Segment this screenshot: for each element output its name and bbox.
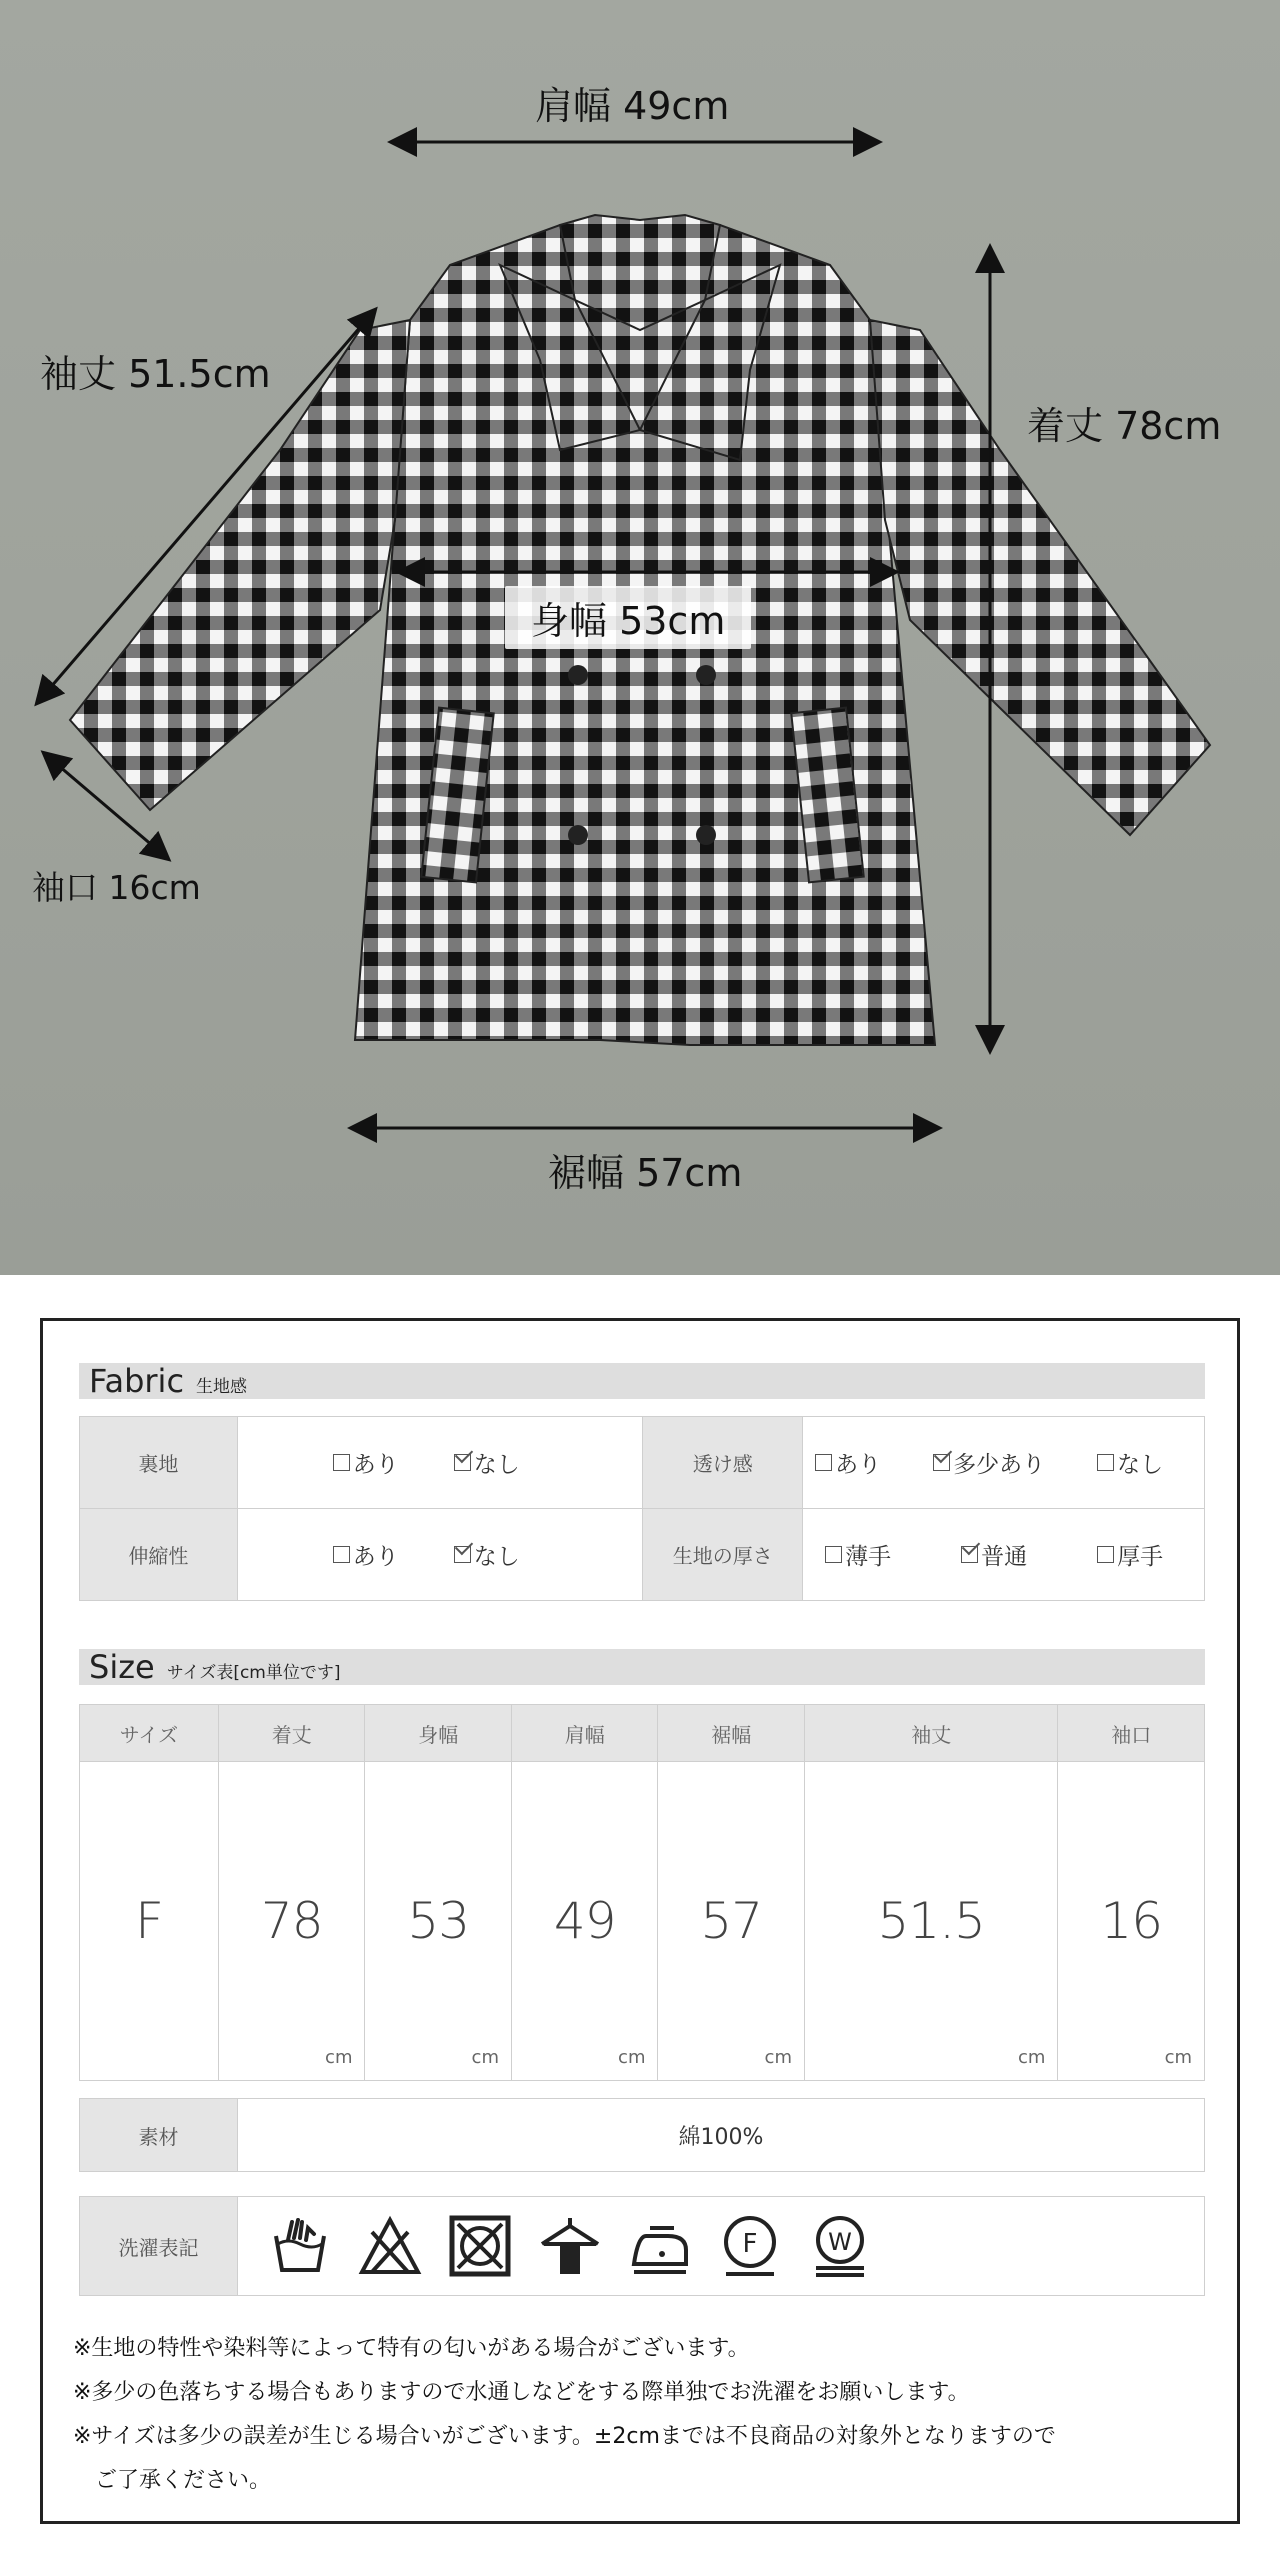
shoulder-value: 49 cm — [511, 1762, 658, 2081]
option-ari: あり — [333, 1446, 399, 1479]
spec-sheet — [40, 1318, 1240, 2524]
col-size: サイズ — [80, 1705, 219, 1762]
unit-label: cm — [1164, 2047, 1192, 2068]
unit-label: cm — [618, 2047, 646, 2068]
thickness-label: 生地の厚さ — [643, 1509, 803, 1601]
col-cuff: 袖口 — [1058, 1705, 1205, 1762]
low-iron-icon — [628, 2214, 692, 2278]
wet-clean-w-icon — [808, 2214, 872, 2278]
col-sleeve: 袖丈 — [804, 1705, 1057, 1762]
checkbox-icon — [333, 1546, 350, 1563]
fabric-table — [79, 1416, 1205, 1601]
stretch-options — [237, 1509, 643, 1601]
size-row — [80, 1762, 1205, 2081]
option-ari: あり — [333, 1538, 399, 1571]
checkbox-icon — [333, 1454, 350, 1471]
fabric-row — [80, 1509, 1205, 1601]
hem-width-label: 裾幅 57cm — [548, 1151, 743, 1195]
checkbox-icon — [1097, 1454, 1114, 1471]
checkbox-icon — [815, 1454, 832, 1471]
col-chest: 身幅 — [365, 1705, 512, 1762]
checkbox-icon — [1097, 1546, 1114, 1563]
fabric-section-header — [79, 1363, 1205, 1399]
size-subtitle: サイズ表[cm単位です] — [166, 1662, 341, 1683]
sleeve-value: 51.5 cm — [804, 1762, 1057, 2081]
sleeve-length-label: 袖丈 51.5cm — [40, 352, 271, 396]
chest-width-label: 身幅 53cm — [505, 586, 751, 649]
option-nashi: なし — [454, 1446, 520, 1479]
sheerness-label: 透け感 — [643, 1417, 803, 1509]
care-label: 洗濯表記 — [80, 2197, 238, 2296]
checked-box-icon — [454, 1454, 471, 1471]
note-line: ※多少の色落ちする場合もありますので水通しなどをする際単独でお洗濯をお願いします。 — [73, 2380, 970, 2405]
option-normal: 普通 — [961, 1538, 1027, 1571]
cuff-value: 16 cm — [1058, 1762, 1205, 2081]
unit-label: cm — [764, 2047, 792, 2068]
care-table — [79, 2196, 1205, 2296]
fabric-title: Fabric — [89, 1362, 185, 1400]
fabric-row — [80, 1417, 1205, 1509]
size-title: Size — [89, 1648, 155, 1686]
hand-wash-icon — [268, 2214, 332, 2278]
checked-box-icon — [454, 1546, 471, 1563]
size-value: F — [80, 1762, 219, 2081]
care-row — [80, 2197, 1205, 2296]
size-section-header — [79, 1649, 1205, 1685]
sheerness-options — [803, 1417, 1205, 1509]
checked-box-icon — [961, 1546, 978, 1563]
col-hem: 裾幅 — [658, 1705, 805, 1762]
notes — [73, 2327, 1213, 2503]
option-nashi: なし — [1097, 1446, 1163, 1479]
thickness-options — [803, 1509, 1205, 1601]
no-bleach-icon — [358, 2214, 422, 2278]
product-photo — [0, 0, 1280, 1275]
material-label: 素材 — [80, 2099, 238, 2172]
note-line: ※サイズは多少の誤差が生じる場合いがございます。±2cmまでは不良商品の対象外となりますので — [73, 2424, 1056, 2449]
hang-dry-icon — [538, 2214, 602, 2278]
option-thick: 厚手 — [1097, 1538, 1163, 1571]
shoulder-width-label: 肩幅 49cm — [535, 84, 730, 128]
unit-label: cm — [471, 2047, 499, 2068]
lining-label: 裏地 — [80, 1417, 238, 1509]
length-value: 78 cm — [218, 1762, 365, 2081]
option-ari: あり — [815, 1446, 881, 1479]
hem-value: 57 cm — [658, 1762, 805, 2081]
material-row — [80, 2099, 1205, 2172]
stretch-label: 伸縮性 — [80, 1509, 238, 1601]
care-icons-cell — [238, 2197, 1205, 2296]
no-tumble-dry-icon — [448, 2214, 512, 2278]
material-table — [79, 2098, 1205, 2172]
total-length-label: 着丈 78cm — [1027, 404, 1222, 448]
note-line: ご了承ください。 — [73, 2468, 272, 2493]
col-shoulder: 肩幅 — [511, 1705, 658, 1762]
dry-clean-f-icon — [718, 2214, 782, 2278]
material-value: 綿100% — [238, 2099, 1205, 2172]
unit-label: cm — [325, 2047, 353, 2068]
svg-text:W: W — [828, 2228, 852, 2256]
lining-options — [237, 1417, 643, 1509]
option-thin: 薄手 — [825, 1538, 891, 1571]
unit-label: cm — [1017, 2047, 1046, 2068]
chest-value: 53 cm — [365, 1762, 512, 2081]
option-tashou-ari: 多少あり — [933, 1446, 1045, 1479]
cuff-width-label: 袖口 16cm — [32, 868, 201, 907]
note-line: ※生地の特性や染料等によって特有の匂いがある場合がございます。 — [73, 2336, 750, 2361]
col-length: 着丈 — [218, 1705, 365, 1762]
size-header-row — [80, 1705, 1205, 1762]
fabric-subtitle: 生地感 — [196, 1376, 248, 1397]
checkbox-icon — [825, 1546, 842, 1563]
size-table — [79, 1704, 1205, 2081]
option-nashi: なし — [454, 1538, 520, 1571]
checked-box-icon — [933, 1454, 950, 1471]
svg-text:F: F — [742, 2229, 758, 2259]
